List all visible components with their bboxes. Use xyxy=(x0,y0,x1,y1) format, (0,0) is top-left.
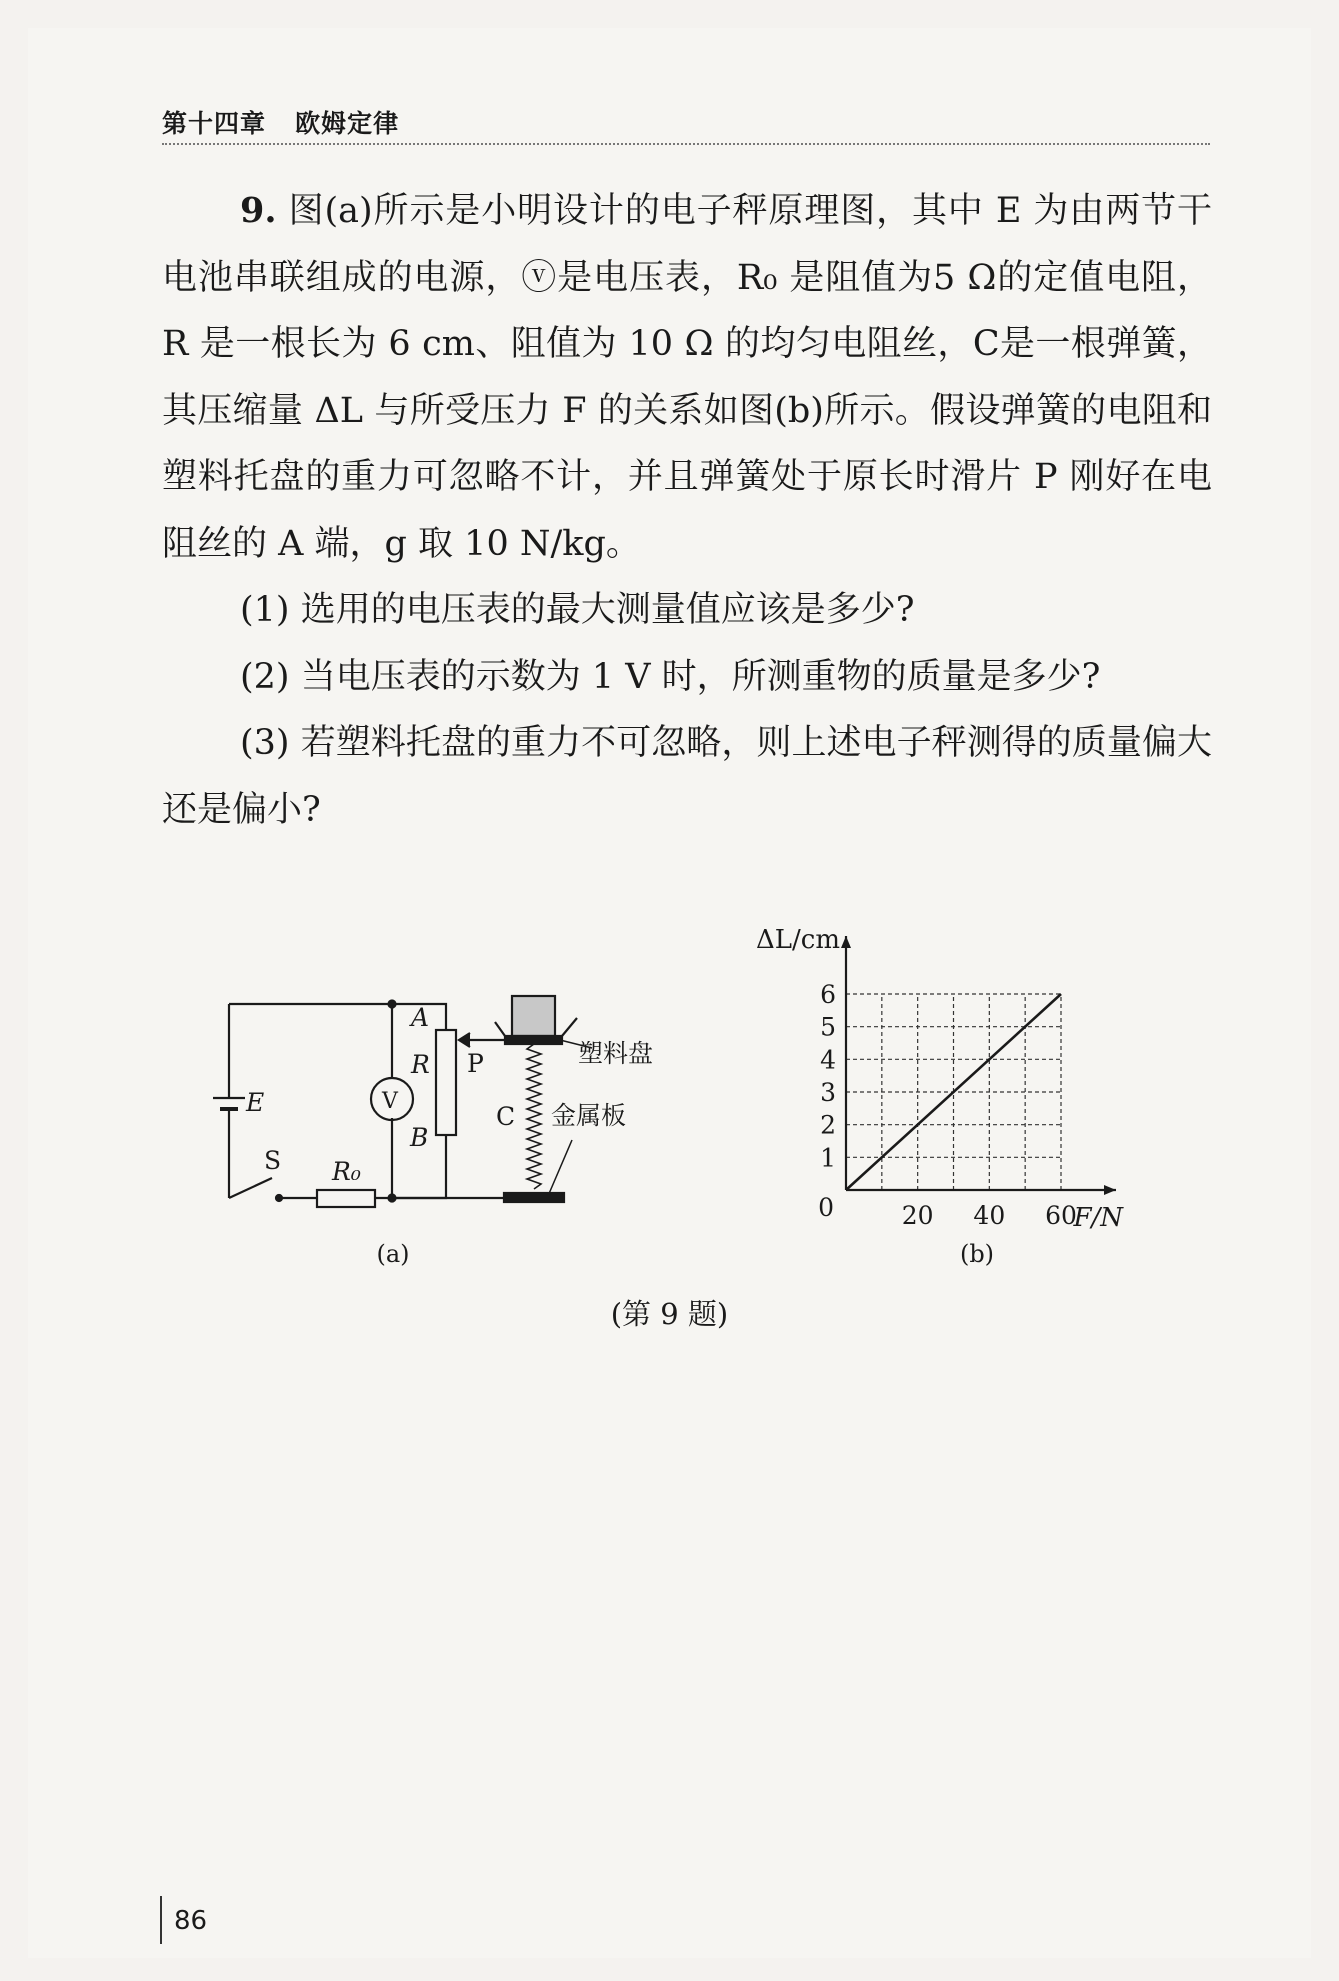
y-tick-label: 4 xyxy=(820,1045,836,1075)
problem-number: 9. xyxy=(240,190,277,231)
header-rule xyxy=(162,143,1210,145)
y-tick-label: 3 xyxy=(820,1078,836,1107)
origin-label: 0 xyxy=(818,1193,834,1222)
question-2: (2) 当电压表的示数为 1 V 时，所测重物的质量是多少? xyxy=(240,656,1101,697)
end-a-label: A xyxy=(411,1003,430,1032)
y-tick-label: 2 xyxy=(820,1110,836,1140)
x-tick-label: 60 xyxy=(1045,1201,1077,1230)
question-3: (3) 若塑料托盘的重力不可忽略，则上述电子秤测得的质量偏大还是偏小? xyxy=(162,723,1212,830)
wire-resistor-label: R xyxy=(411,1050,430,1079)
y-tick-label: 6 xyxy=(820,980,836,1009)
y-tick-label: 5 xyxy=(820,1012,836,1042)
end-b-label: B xyxy=(410,1123,429,1152)
chapter-title: 欧姆定律 xyxy=(295,109,400,138)
figure-caption: (第 9 题) xyxy=(610,1297,729,1331)
page-number: 86 xyxy=(174,1906,208,1936)
x-axis-label: F/N xyxy=(1073,1203,1123,1233)
problem-stem xyxy=(162,178,1212,577)
x-tick-label: 40 xyxy=(973,1201,1006,1230)
plate-label: 金属板 xyxy=(551,1101,627,1130)
x-tick-label: 20 xyxy=(901,1201,934,1230)
figure-b-label: (b) xyxy=(959,1240,995,1268)
running-header xyxy=(162,104,399,140)
voltmeter-label: V xyxy=(382,1089,398,1114)
tray-label: 塑料盘 xyxy=(578,1039,654,1068)
y-tick-label: 1 xyxy=(820,1143,836,1173)
slider-label: P xyxy=(467,1049,484,1078)
problem-9 xyxy=(162,178,1212,843)
figure-a-label: (a) xyxy=(376,1240,410,1268)
spring-label: C xyxy=(496,1102,516,1131)
chapter-number: 第十四章 xyxy=(162,109,267,138)
y-axis-label: ΔL/cm xyxy=(755,925,840,955)
page-number-rule xyxy=(160,1896,162,1944)
switch-label: S xyxy=(264,1146,282,1175)
question-1: (1) 选用的电压表的最大测量值应该是多少? xyxy=(240,590,915,630)
problem-stem-text: 图(a)所示是小明设计的电子秤原理图，其中 E 为由两节干电池串联组成的电源，ⓥ是电压表，R₀ 是阻值为5 Ω的定值电阻，R 是一根长为 6 cm、阻值为 10 Ω 的均匀电阻丝，C是一根弹簧，其压缩量 ΔL 与所受压力 F 的关系如图(b)所示。假设弹簧的电阻和塑料托盘的重力可忽略不计，并且弹簧处于原长时滑片 P 刚好在电阻丝的 A 端，g 取 10 N/kg。 xyxy=(162,191,1212,564)
fixed-resistor-label: R₀ xyxy=(332,1157,361,1186)
battery-label: E xyxy=(246,1088,265,1117)
